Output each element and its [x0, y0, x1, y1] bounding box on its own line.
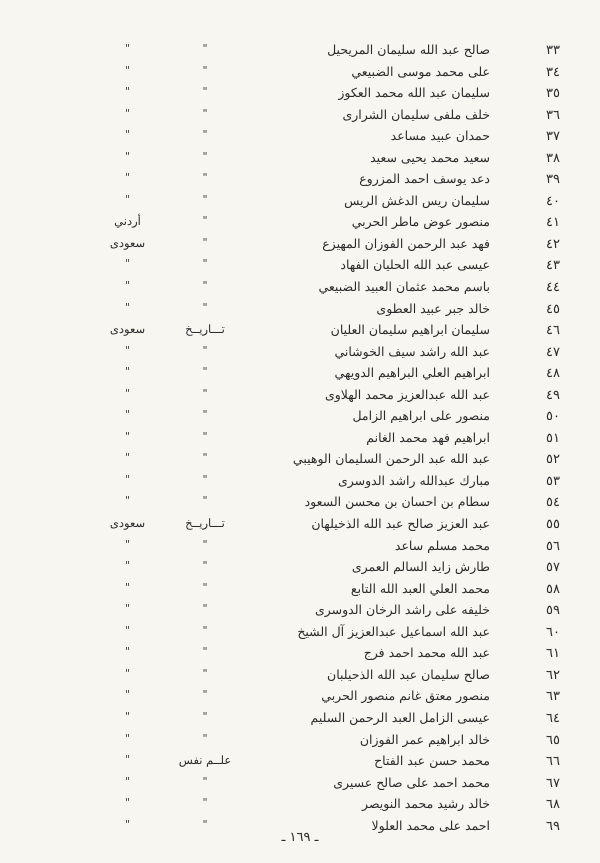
names-list — [0, 40, 600, 837]
nationality: " — [124, 42, 131, 55]
nationality: " — [124, 688, 131, 702]
list-item — [0, 773, 600, 795]
nationality: " — [124, 472, 131, 486]
nationality: " — [124, 279, 131, 293]
specialization: " — [202, 106, 208, 120]
list-item — [0, 40, 600, 62]
nationality: " — [124, 171, 131, 185]
nationality: " — [124, 753, 131, 767]
row-number: ٥٨ — [546, 581, 560, 597]
list-item — [0, 169, 600, 191]
specialization: " — [202, 192, 208, 206]
person-name: سليمان ريس الدغش الريس — [344, 192, 490, 208]
nationality: " — [124, 580, 131, 594]
nationality: " — [124, 645, 131, 659]
list-item — [0, 471, 600, 493]
person-name: عيسى الزامل العبد الرحمن السليم — [310, 709, 490, 725]
nationality: سعودى — [109, 516, 146, 531]
nationality: " — [124, 63, 131, 77]
row-number: ٣٦ — [546, 107, 560, 123]
specialization: " — [202, 602, 208, 616]
person-name: دعد يوسف احمد المزروع — [359, 171, 490, 187]
row-number: ٦٦ — [546, 754, 560, 770]
specialization: " — [202, 343, 208, 357]
specialization: " — [202, 494, 208, 508]
nationality: " — [124, 537, 131, 551]
row-number: ٣٣ — [546, 43, 560, 58]
nationality: " — [124, 623, 131, 637]
row-number: ٦٩ — [546, 818, 560, 834]
list-item — [0, 708, 600, 730]
list-item — [0, 234, 600, 256]
list-item — [0, 105, 600, 127]
specialization: " — [202, 300, 208, 314]
list-item — [0, 148, 600, 170]
nationality: " — [124, 257, 131, 271]
row-number: ٥٥ — [546, 517, 560, 533]
specialization: " — [202, 235, 208, 249]
row-number: ٣٥ — [546, 86, 560, 102]
specialization: " — [202, 386, 208, 400]
person-name: سليمان عبد الله محمد العكوز — [338, 85, 490, 101]
specialization: " — [202, 63, 208, 77]
specialization: " — [202, 472, 208, 486]
row-number: ٥٧ — [546, 560, 560, 576]
nationality: " — [124, 817, 131, 831]
person-name: خالد ابراهيم عمر الفوزان — [359, 731, 490, 747]
nationality: " — [124, 559, 131, 573]
list-item — [0, 643, 600, 665]
row-number: ٤٢ — [546, 236, 560, 252]
nationality: سعودى — [109, 322, 146, 337]
row-number: ٥٢ — [546, 452, 560, 468]
specialization: " — [202, 623, 208, 637]
nationality: " — [124, 300, 131, 314]
specialization: تـــاريــخ — [185, 516, 225, 531]
specialization: " — [202, 451, 208, 465]
person-name: خالد جبر عبيد العطوى — [376, 300, 490, 316]
row-number: ٤٩ — [546, 387, 560, 403]
row-number: ٣٤ — [546, 64, 560, 80]
person-name: منصور معتق غانم منصور الحربي — [321, 688, 490, 704]
list-item — [0, 730, 600, 752]
specialization: " — [202, 429, 208, 443]
person-name: خالد رشيد محمد النويصر — [362, 796, 490, 812]
row-number: ٤٠ — [546, 193, 560, 209]
specialization: " — [202, 774, 208, 788]
row-number: ٥٤ — [546, 495, 560, 511]
list-item — [0, 557, 600, 579]
row-number: ٥٦ — [546, 538, 560, 554]
row-number: ٦١ — [546, 646, 560, 662]
row-number: ٤٤ — [546, 280, 560, 296]
list-item — [0, 794, 600, 816]
person-name: حمدان عبيد مساعد — [390, 128, 490, 144]
nationality: " — [124, 192, 131, 206]
list-item — [0, 363, 600, 385]
list-item — [0, 191, 600, 213]
specialization: " — [202, 796, 208, 810]
list-item — [0, 406, 600, 428]
specialization: " — [202, 85, 208, 99]
specialization: علــم نفس — [178, 753, 232, 768]
row-number: ٣٧ — [546, 129, 560, 145]
person-name: سعيد محمد يحيى سعيد — [370, 149, 490, 165]
list-item — [0, 665, 600, 687]
row-number: ٣٩ — [546, 172, 560, 188]
person-name: محمد مسلم ساعد — [394, 537, 490, 553]
specialization: " — [202, 731, 208, 745]
nationality: " — [124, 149, 131, 163]
person-name: محمد حسن عبد الفتاح — [374, 753, 490, 769]
nationality: " — [124, 731, 131, 745]
row-number: ٤٦ — [546, 323, 560, 339]
person-name: باسم محمد عثمان العبيد الضبيعي — [318, 279, 490, 295]
row-number: ٦٧ — [546, 775, 560, 791]
list-item — [0, 686, 600, 708]
nationality: أردني — [114, 214, 141, 229]
row-number: ٦٨ — [546, 797, 560, 813]
list-item — [0, 600, 600, 622]
row-number: ٤٧ — [546, 344, 560, 360]
person-name: ابراهيم العلي البراهيم الدويهي — [334, 365, 490, 381]
person-name: على محمد موسى الضبيعي — [351, 63, 490, 79]
person-name: صالح عبد الله سليمان المريحيل — [327, 42, 490, 57]
person-name: سليمان ابراهيم سليمان العليان — [330, 322, 490, 338]
list-item — [0, 514, 600, 536]
specialization: " — [202, 279, 208, 293]
person-name: عبد الله اسماعيل عبدالعزيز آل الشيخ — [297, 623, 490, 639]
specialization: " — [202, 128, 208, 142]
row-number: ٣٨ — [546, 150, 560, 166]
nationality: " — [124, 796, 131, 810]
nationality: " — [124, 408, 131, 422]
specialization: " — [202, 537, 208, 551]
list-item — [0, 428, 600, 450]
nationality: " — [124, 128, 131, 142]
person-name: سطام بن احسان بن محسن السعود — [304, 494, 490, 510]
specialization: " — [202, 171, 208, 185]
person-name: عبد الله محمد احمد فرج — [363, 645, 490, 661]
person-name: فهد عبد الرحمن الفوزان المهيزع — [322, 235, 490, 251]
specialization: " — [202, 645, 208, 659]
person-name: طارش زايد السالم العمرى — [351, 559, 490, 575]
person-name: عبد الله راشد سيف الخوشاني — [334, 343, 490, 359]
list-item — [0, 255, 600, 277]
person-name: محمد العلي العبد الله التابع — [350, 580, 490, 596]
row-number: ٥٠ — [546, 409, 560, 425]
specialization: " — [202, 666, 208, 680]
specialization: " — [202, 257, 208, 271]
specialization: " — [202, 559, 208, 573]
specialization: " — [202, 365, 208, 379]
specialization: " — [202, 709, 208, 723]
nationality: " — [124, 494, 131, 508]
person-name: عبد العزيز صالح عبد الله الذخيلهان — [311, 516, 490, 532]
list-item — [0, 83, 600, 105]
row-number: ٦٣ — [546, 689, 560, 705]
list-item — [0, 320, 600, 342]
nationality: " — [124, 429, 131, 443]
nationality: " — [124, 386, 131, 400]
list-item — [0, 126, 600, 148]
row-number: ٤٥ — [546, 301, 560, 317]
specialization: " — [202, 817, 208, 831]
person-name: منصور عوض ماطر الحربي — [351, 214, 490, 230]
nationality: " — [124, 666, 131, 680]
nationality: " — [124, 343, 131, 357]
list-item — [0, 277, 600, 299]
row-number: ٤١ — [546, 215, 560, 231]
list-item — [0, 536, 600, 558]
list-item — [0, 579, 600, 601]
list-item — [0, 299, 600, 321]
nationality: " — [124, 451, 131, 465]
nationality: " — [124, 365, 131, 379]
row-number: ٦٢ — [546, 667, 560, 683]
specialization: تـــاريــخ — [185, 322, 225, 337]
person-name: منصور على ابراهيم الزامل — [352, 408, 490, 424]
list-item — [0, 492, 600, 514]
row-number: ٥١ — [546, 430, 560, 446]
row-number: ٦٤ — [546, 710, 560, 726]
row-number: ٦٥ — [546, 732, 560, 748]
list-item — [0, 622, 600, 644]
person-name: صالح سليمان عبد الله الذحيلبان — [327, 666, 490, 682]
row-number: ٥٣ — [546, 473, 560, 489]
specialization: " — [202, 149, 208, 163]
person-name: احمد على محمد العلولا — [371, 817, 490, 833]
list-item — [0, 342, 600, 364]
nationality: " — [124, 709, 131, 723]
person-name: عبد الله عبد الرحمن السليمان الوهيبي — [292, 451, 490, 467]
specialization: " — [202, 580, 208, 594]
page-number: ـ ١٦٩ ـ — [281, 830, 319, 845]
person-name: محمد احمد على صالح عسيرى — [333, 774, 490, 790]
nationality: " — [124, 602, 131, 616]
person-name: عيسى عبد الله الحليان الفهاد — [340, 257, 490, 273]
specialization: " — [202, 214, 208, 228]
specialization: " — [202, 408, 208, 422]
list-item — [0, 751, 600, 773]
person-name: خليفه على راشد الرخان الدوسرى — [314, 602, 490, 618]
person-name: ابراهيم فهد محمد الغانم — [366, 429, 490, 445]
list-item — [0, 62, 600, 84]
row-number: ٤٣ — [546, 258, 560, 274]
person-name: مبارك عبدالله راشد الدوسرى — [337, 472, 490, 488]
person-name: عبد الله عبدالعزيز محمد الهلاوى — [324, 386, 490, 402]
nationality: " — [124, 106, 131, 120]
nationality: سعودى — [109, 235, 146, 250]
row-number: ٥٩ — [546, 603, 560, 619]
list-item — [0, 385, 600, 407]
list-item — [0, 212, 600, 234]
row-number: ٦٠ — [546, 624, 560, 640]
nationality: " — [124, 85, 131, 99]
specialization: " — [202, 42, 208, 55]
row-number: ٤٨ — [546, 366, 560, 382]
person-name: خلف ملفى سليمان الشرارى — [342, 106, 490, 122]
specialization: " — [202, 688, 208, 702]
nationality: " — [124, 774, 131, 788]
list-item — [0, 449, 600, 471]
